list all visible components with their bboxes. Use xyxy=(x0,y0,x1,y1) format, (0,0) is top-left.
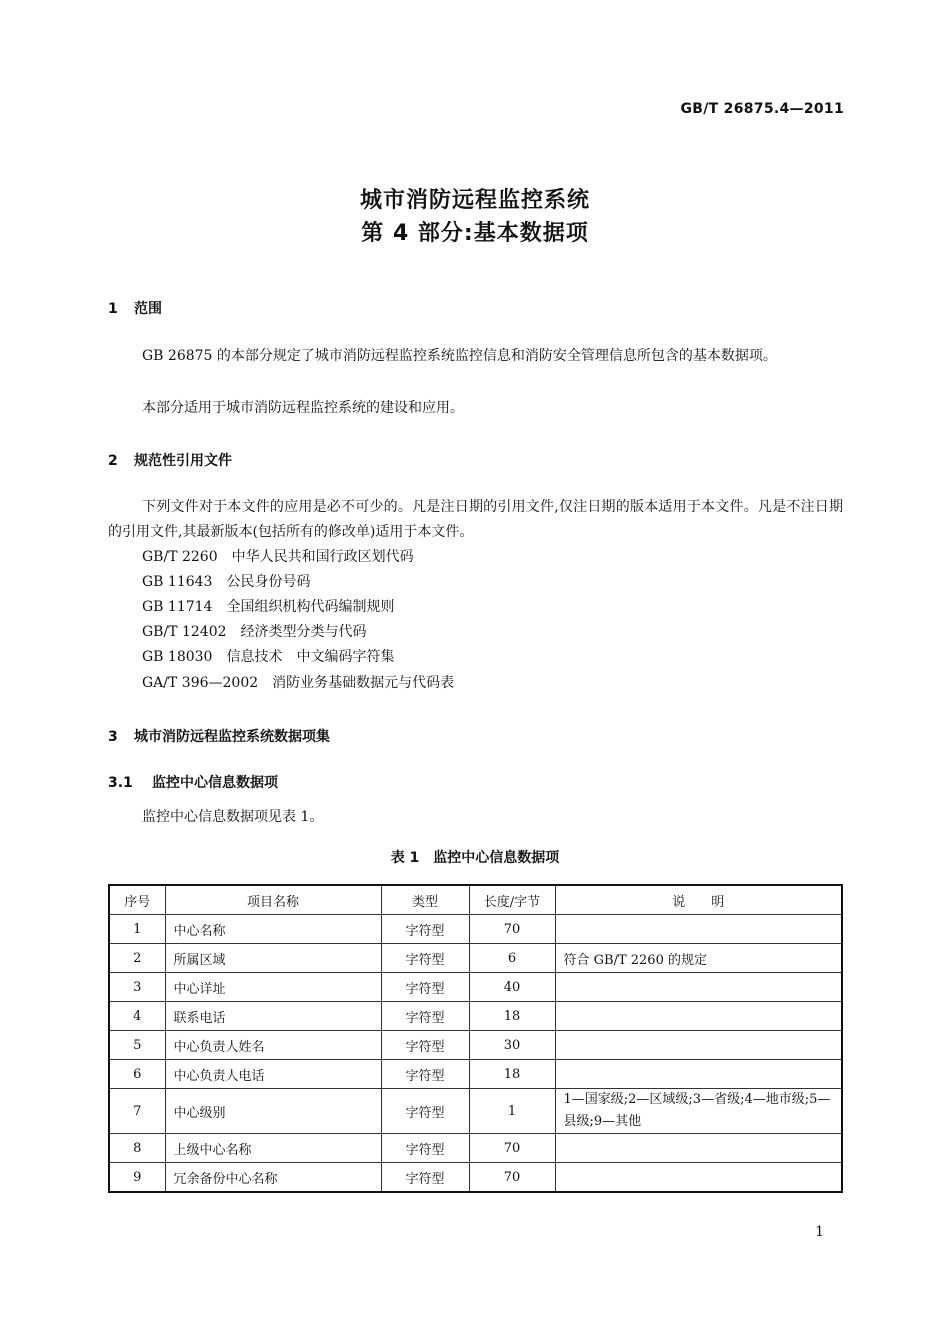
table-row xyxy=(109,1163,842,1193)
standard-code: GB/T 26875.4—2011 xyxy=(680,101,844,117)
cell-item-name: 中心级别 xyxy=(165,1089,381,1134)
section-title: 监控中心信息数据项 xyxy=(152,775,278,791)
section-number: 3.1 xyxy=(108,775,133,791)
table-caption: 表 1 监控中心信息数据项 xyxy=(390,850,560,866)
table-row xyxy=(109,1002,842,1031)
cell-length: 40 xyxy=(469,973,555,1002)
cell-item-name: 中心名称 xyxy=(165,915,381,944)
section-number: 2 xyxy=(108,453,118,469)
cell-length: 70 xyxy=(469,1163,555,1193)
document-title: 城市消防远程监控系统 xyxy=(359,188,590,213)
table-row xyxy=(109,944,842,973)
cell-description xyxy=(555,915,842,944)
cell-item-name: 联系电话 xyxy=(165,1002,381,1031)
cell-length: 6 xyxy=(469,944,555,973)
cell-length: 1 xyxy=(469,1089,555,1134)
section-title: 范围 xyxy=(134,301,162,317)
table-row xyxy=(109,1134,842,1163)
column-header: 类型 xyxy=(381,885,469,915)
reference-item: GB/T 12402 经济类型分类与代码 xyxy=(142,624,367,640)
cell-length: 18 xyxy=(469,1060,555,1089)
cell-description xyxy=(555,1031,842,1060)
section-title: 规范性引用文件 xyxy=(134,453,232,469)
cell-item-name: 中心负责人电话 xyxy=(165,1060,381,1089)
cell-seq: 9 xyxy=(109,1163,165,1193)
cell-length: 30 xyxy=(469,1031,555,1060)
cell-type: 字符型 xyxy=(381,944,469,973)
reference-item: GA/T 396—2002 消防业务基础数据元与代码表 xyxy=(142,675,455,691)
section-number: 1 xyxy=(108,301,118,317)
cell-type: 字符型 xyxy=(381,1163,469,1193)
table-header-row xyxy=(109,885,842,915)
cell-description: 1—国家级;2—区域级;3—省级;4—地市级;5—县级;9—其他 xyxy=(555,1089,842,1134)
cell-item-name: 所属区域 xyxy=(165,944,381,973)
reference-item: GB 18030 信息技术 中文编码字符集 xyxy=(142,649,395,665)
section-number: 3 xyxy=(108,729,118,745)
reference-item: GB/T 2260 中华人民共和国行政区划代码 xyxy=(142,549,414,565)
section-1-heading xyxy=(108,298,162,318)
section-3-heading xyxy=(108,726,330,746)
paragraph: 下列文件对于本文件的应用是必不可少的。凡是注日期的引用文件,仅注日期的版本适用于本文件。凡是不注日期的引用文件,其最新版本(包括所有的修改单)适用于本文件。 xyxy=(108,499,843,540)
cell-item-name: 中心详址 xyxy=(165,973,381,1002)
section-3-1-heading xyxy=(108,772,278,792)
cell-type: 字符型 xyxy=(381,1002,469,1031)
reference-item: GB 11643 公民身份号码 xyxy=(142,574,311,590)
section-2-heading xyxy=(108,450,232,470)
cell-type: 字符型 xyxy=(381,1089,469,1134)
cell-seq: 3 xyxy=(109,973,165,1002)
paragraph: GB 26875 的本部分规定了城市消防远程监控系统监控信息和消防安全管理信息所包含的基本数据项。 xyxy=(142,348,777,364)
paragraph: 本部分适用于城市消防远程监控系统的建设和应用。 xyxy=(142,400,464,416)
column-header: 长度/字节 xyxy=(469,885,555,915)
section-title: 城市消防远程监控系统数据项集 xyxy=(134,729,330,745)
cell-description xyxy=(555,1002,842,1031)
table-row xyxy=(109,915,842,944)
cell-item-name: 上级中心名称 xyxy=(165,1134,381,1163)
cell-description xyxy=(555,1060,842,1089)
cell-seq: 5 xyxy=(109,1031,165,1060)
column-header: 说 明 xyxy=(555,885,842,915)
cell-length: 18 xyxy=(469,1002,555,1031)
cell-type: 字符型 xyxy=(381,915,469,944)
column-header: 项目名称 xyxy=(165,885,381,915)
cell-description xyxy=(555,973,842,1002)
cell-description: 符合 GB/T 2260 的规定 xyxy=(555,944,842,973)
reference-item: GB 11714 全国组织机构代码编制规则 xyxy=(142,599,395,615)
column-header: 序号 xyxy=(109,885,165,915)
cell-length: 70 xyxy=(469,915,555,944)
paragraph: 监控中心信息数据项见表 1。 xyxy=(142,809,324,825)
cell-seq: 2 xyxy=(109,944,165,973)
table-row xyxy=(109,1060,842,1089)
cell-seq: 7 xyxy=(109,1089,165,1134)
cell-description xyxy=(555,1134,842,1163)
table-row xyxy=(109,1031,842,1060)
cell-type: 字符型 xyxy=(381,1031,469,1060)
table-row xyxy=(109,973,842,1002)
cell-type: 字符型 xyxy=(381,1060,469,1089)
cell-type: 字符型 xyxy=(381,1134,469,1163)
document-subtitle: 第 4 部分:基本数据项 xyxy=(361,221,589,246)
cell-seq: 8 xyxy=(109,1134,165,1163)
cell-seq: 4 xyxy=(109,1002,165,1031)
cell-type: 字符型 xyxy=(381,973,469,1002)
data-items-table xyxy=(108,884,843,1193)
cell-description xyxy=(555,1163,842,1193)
table-row xyxy=(109,1089,842,1134)
cell-seq: 1 xyxy=(109,915,165,944)
cell-item-name: 冗余备份中心名称 xyxy=(165,1163,381,1193)
page-number: 1 xyxy=(815,1224,824,1240)
cell-length: 70 xyxy=(469,1134,555,1163)
cell-seq: 6 xyxy=(109,1060,165,1089)
cell-item-name: 中心负责人姓名 xyxy=(165,1031,381,1060)
